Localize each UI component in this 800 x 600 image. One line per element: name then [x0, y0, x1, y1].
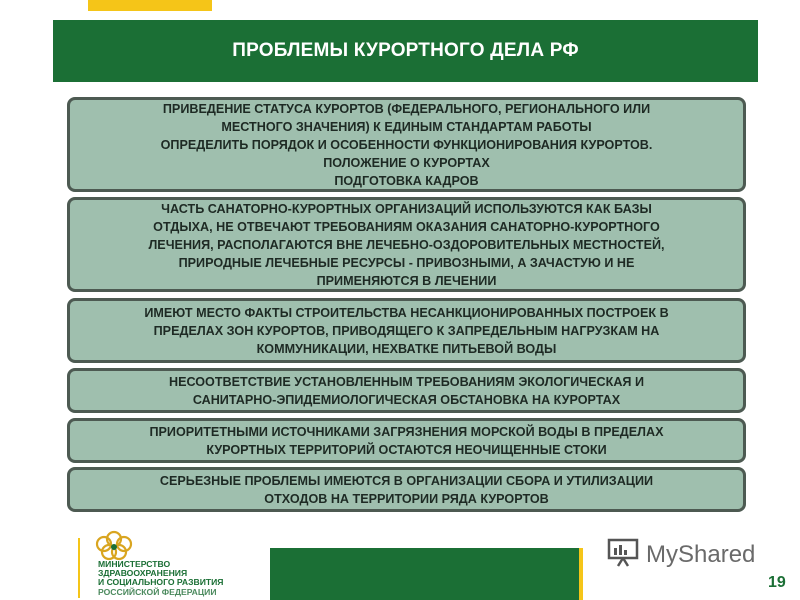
problem-line: ПРИВЕДЕНИЕ СТАТУСА КУРОРТОВ (ФЕДЕРАЛЬНОГО, РЕГИОНАЛЬНОГО ИЛИ	[162, 101, 651, 116]
slide-title: ПРОБЛЕМЫ КУРОРТНОГО ДЕЛА РФ	[232, 40, 579, 61]
problem-line: НЕСООТВЕТСТВИЕ УСТАНОВЛЕННЫМ ТРЕБОВАНИЯМ ЭКОЛОГИЧЕСКАЯ И	[168, 374, 645, 389]
ministry-line: ЗДРАВООХРАНЕНИЯ	[98, 568, 188, 579]
presentation-icon	[606, 537, 642, 572]
problem-line: ПРИОРИТЕТНЫМИ ИСТОЧНИКАМИ ЗАГРЯЗНЕНИЯ МОРСКОЙ ВОДЫ В ПРЕДЕЛАХ	[149, 424, 664, 439]
problem-line: КУРОРТНЫХ ТЕРРИТОРИЙ ОСТАЮТСЯ НЕОЧИЩЕННЫЕ СТОКИ	[206, 442, 607, 457]
problem-line: ОТХОДОВ НА ТЕРРИТОРИИ РЯДА КУРОРТОВ	[264, 491, 549, 506]
footer-green-bar	[270, 548, 583, 600]
problem-line: ОТДЫХА, НЕ ОТВЕЧАЮТ ТРЕБОВАНИЯМ ОКАЗАНИЯ САНАТОРНО-КУРОРТНОГО	[153, 219, 660, 234]
problem-line: ПРЕДЕЛАХ ЗОН КУРОРТОВ, ПРИВОДЯЩЕГО К ЗАПРЕДЕЛЬНЫМ НАГРУЗКАМ НА	[153, 323, 660, 338]
problem-line: ПОЛОЖЕНИЕ О КУРОРТАХ	[323, 155, 490, 170]
problem-box-1	[67, 97, 746, 192]
top-accent-bar	[88, 0, 212, 11]
problem-line: ЧАСТЬ САНАТОРНО-КУРОРТНЫХ ОРГАНИЗАЦИЙ ИСПОЛЬЗУЮТСЯ КАК БАЗЫ	[161, 201, 652, 216]
problem-line: ПРИРОДНЫЕ ЛЕЧЕБНЫЕ РЕСУРСЫ - ПРИВОЗНЫМИ, А ЗАЧАСТУЮ И НЕ	[178, 255, 635, 270]
problem-box-6	[67, 467, 746, 512]
footer-separator	[78, 538, 80, 598]
title-bar	[53, 20, 758, 82]
problem-box-3	[67, 298, 746, 363]
problem-line: ОПРЕДЕЛИТЬ ПОРЯДОК И ОСОБЕННОСТИ ФУНКЦИОНИРОВАНИЯ КУРОРТОВ.	[160, 137, 653, 152]
problem-line: ЛЕЧЕНИЯ, РАСПОЛАГАЮТСЯ ВНЕ ЛЕЧЕБНО-ОЗДОРОВИТЕЛЬНЫХ МЕСТНОСТЕЙ,	[148, 237, 665, 252]
problem-line: КОММУНИКАЦИИ, НЕХВАТКЕ ПИТЬЕВОЙ ВОДЫ	[256, 341, 557, 356]
ministry-line: И СОЦИАЛЬНОГО РАЗВИТИЯ	[98, 577, 224, 588]
ministry-name	[98, 560, 224, 597]
problem-line: ПОДГОТОВКА КАДРОВ	[334, 173, 479, 188]
problem-line: САНИТАРНО-ЭПИДЕМИОЛОГИЧЕСКАЯ ОБСТАНОВКА НА КУРОРТАХ	[192, 392, 621, 407]
ministry-line: МИНИСТЕРСТВО	[98, 559, 171, 569]
problem-line: СЕРЬЕЗНЫЕ ПРОБЛЕМЫ ИМЕЮТСЯ В ОРГАНИЗАЦИИ СБОРА И УТИЛИЗАЦИИ	[159, 473, 654, 488]
watermark-text: MyShared	[646, 540, 756, 568]
problem-line: ИМЕЮТ МЕСТО ФАКТЫ СТРОИТЕЛЬСТВА НЕСАНКЦИОНИРОВАННЫХ ПОСТРОЕК В	[144, 305, 669, 320]
problem-line: ПРИМЕНЯЮТСЯ В ЛЕЧЕНИИ	[316, 273, 497, 288]
myshared-watermark	[606, 537, 755, 572]
problem-box-4	[67, 368, 746, 413]
problem-box-5	[67, 418, 746, 463]
problem-box-2	[67, 197, 746, 292]
problem-line: МЕСТНОГО ЗНАЧЕНИЯ) К ЕДИНЫМ СТАНДАРТАМ РАБОТЫ	[221, 119, 592, 134]
ministry-line: РОССИЙСКОЙ ФЕДЕРАЦИИ	[98, 586, 217, 597]
page-number: 19	[768, 574, 786, 591]
